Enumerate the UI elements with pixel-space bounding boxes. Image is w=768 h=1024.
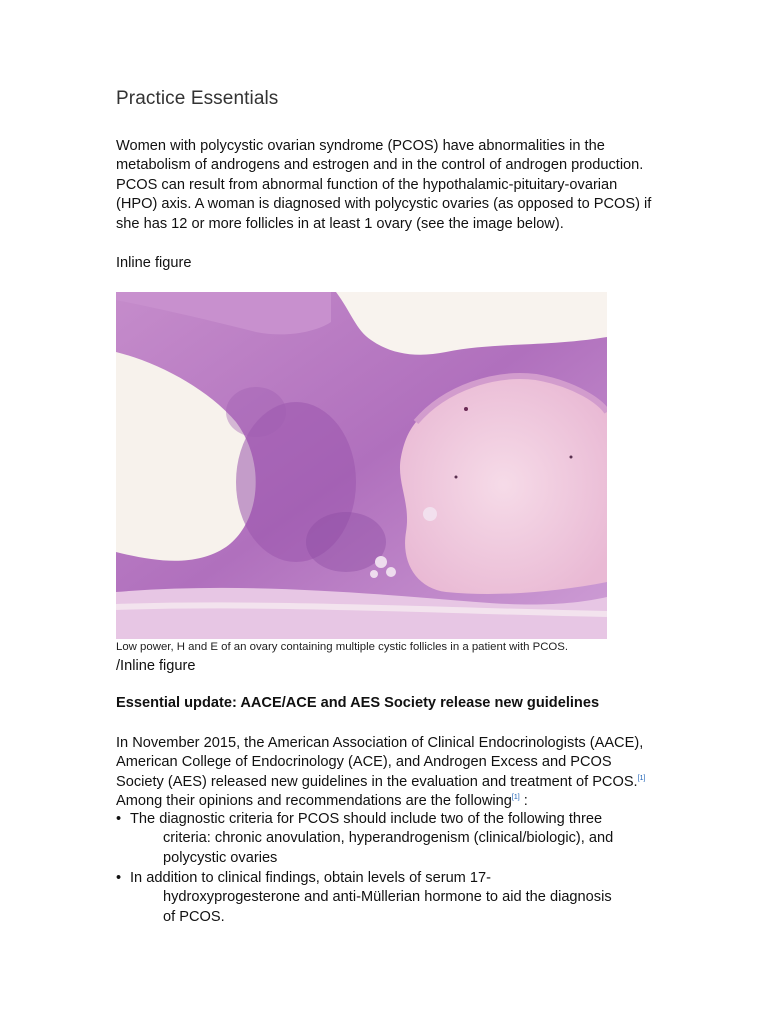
- reference-link-1[interactable]: [1]: [637, 774, 646, 782]
- bullet-text: The diagnostic criteria for PCOS should include two of the following three: [130, 811, 603, 827]
- update-text-after: :: [519, 793, 528, 810]
- update-text-middle: Among their opinions and recommendations are the following: [116, 793, 512, 810]
- update-paragraph: [116, 734, 656, 812]
- bullet-continuation: criteria: chronic anovulation, hyperandrogenism (clinical/biologic), and: [163, 830, 614, 847]
- bullet-continuation: polycystic ovaries: [163, 849, 278, 866]
- bullet-marker: •: [116, 870, 122, 886]
- bullet-continuation: of PCOS.: [163, 908, 225, 925]
- bullet-text: In addition to clinical findings, obtain levels of serum 17-: [130, 870, 491, 886]
- intro-paragraph: Women with polycystic ovarian syndrome (PCOS) have abnormalities in the metabolism of androgens and estrogen and in the control of androgen production. PCOS can result from abnormal function of the hypothalamic-pituitary-ovarian (HPO) axis. A woman is diagnosed with polycystic ovaries (as opposed to PCOS) if she has 12 or more follicles in at least 1 ovary (see the image below).: [116, 138, 652, 232]
- update-heading: Essential update: AACE/ACE and AES Society release new guidelines: [116, 695, 600, 711]
- update-text-before: In November 2015, the American Association of Clinical Endocrinologists (AACE), American College of Endocrinology (ACE), and Androgen Excess and PCOS Society (AES) released new guidelines in the evaluation and treatment of PCOS.: [116, 735, 644, 790]
- reference-link-2[interactable]: [1]: [511, 794, 520, 802]
- figure-caption: Low power, H and E of an ovary containing multiple cystic follicles in a patient with PCOS.: [116, 641, 569, 653]
- histology-image: [116, 292, 607, 639]
- inline-figure-label: Inline figure: [116, 255, 192, 271]
- page-title: Practice Essentials: [116, 88, 279, 109]
- bullet-item: [116, 810, 676, 868]
- bullet-marker: •: [116, 811, 122, 827]
- inline-figure-end-label: /Inline figure: [116, 658, 196, 674]
- bullet-continuation: hydroxyprogesterone and anti-Müllerian hormone to aid the diagnosis: [163, 889, 612, 906]
- bullet-item: [116, 869, 676, 927]
